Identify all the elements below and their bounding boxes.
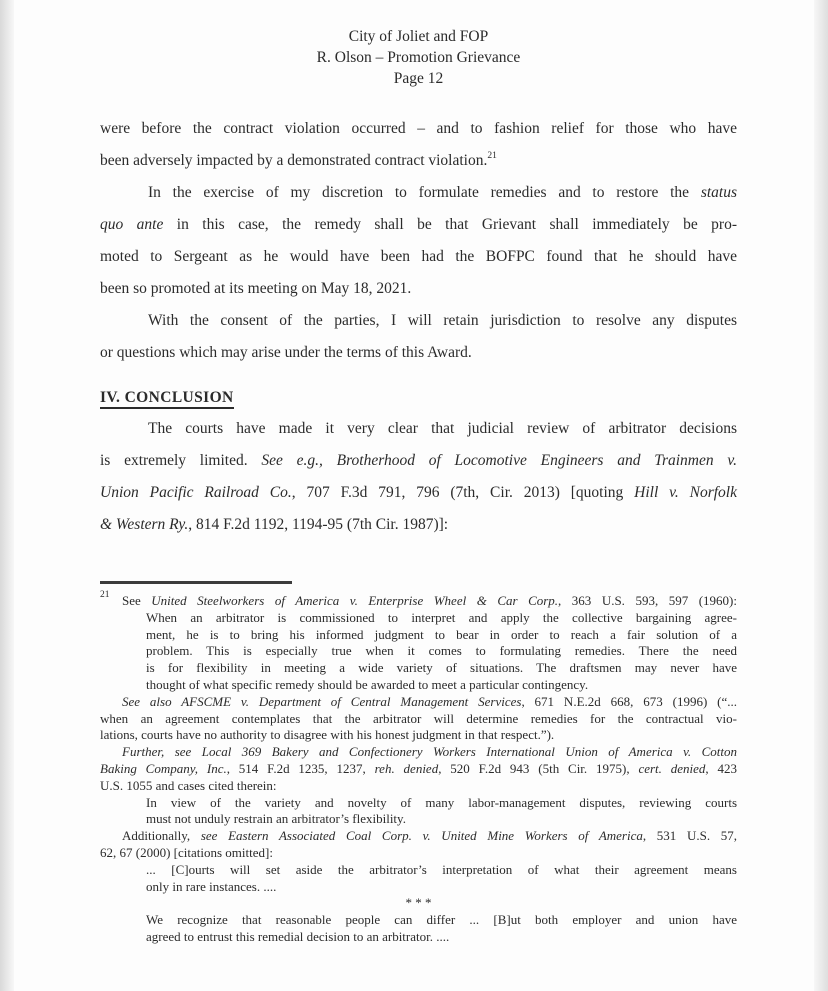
text-run: In view of the variety and novelty of many labor-management disputes, reviewing courts — [146, 794, 737, 810]
text-line — [100, 477, 737, 509]
text-run: & Western Ry. — [100, 516, 189, 533]
text-run: when an agreement contemplates that the arbitrator will determine remedies for the contractual vio- — [100, 710, 737, 726]
footnote-line — [100, 660, 737, 677]
text-run: Union Pacific Railroad Co. — [100, 484, 292, 501]
text-line — [100, 509, 737, 541]
body-text-part2 — [100, 413, 737, 541]
footnote-line — [100, 862, 737, 879]
text-run: agreed to entrust this remedial decision to an arbitrator. .... — [146, 928, 450, 944]
page-content — [100, 26, 737, 946]
footnote-line — [100, 711, 737, 728]
footnote-body — [100, 593, 737, 946]
text-run: reh. denied — [374, 760, 439, 776]
text-run: see Eastern Associated Coal Corp. v. United Mine Workers of America — [200, 828, 643, 844]
text-run: problem. This is especially true when it comes to formulating remedies. There the need — [146, 643, 737, 659]
text-run: See e.g., Brotherhood of Locomotive Engineers and Trainmen v. — [261, 452, 737, 469]
case-title: City of Joliet and FOP — [348, 28, 489, 45]
page-edge-right-shadow — [814, 0, 828, 991]
text-run: is for flexibility in meeting a wide variety of situations. The draftsmen may never have — [146, 660, 737, 676]
footnote-line — [100, 727, 737, 744]
footnote — [100, 590, 738, 946]
text-run: lations, courts have no authority to disagree with his honest judgment in that respect.”). — [100, 727, 555, 743]
text-run: ... [C]ourts will set aside the arbitrator’s interpretation of what their agreement means — [146, 861, 737, 877]
text-run: , 671 N.E.2d 668, 673 (1996) (“... — [521, 693, 737, 709]
text-line — [100, 273, 737, 305]
text-line — [100, 113, 737, 145]
text-run: or questions which may arise under the terms of this Award. — [100, 344, 472, 361]
page-header — [100, 26, 737, 89]
text-run: , 423 — [705, 760, 737, 776]
text-line — [100, 445, 737, 477]
text-line — [100, 241, 737, 273]
text-line — [100, 413, 737, 445]
text-line — [100, 305, 737, 337]
text-run: Additionally, — [122, 828, 201, 844]
footnote-line — [100, 845, 737, 862]
text-run: Further, see Local 369 Bakery and Confectionery Workers International Union of America v. Cotton — [122, 744, 737, 760]
footnote-line — [100, 879, 737, 896]
footnote-line — [100, 929, 737, 946]
page-edge-left-shadow — [0, 0, 14, 991]
text-run: Hill v. Norfolk — [634, 484, 737, 501]
text-run: 62, 67 (2000) [citations omitted]: — [100, 844, 273, 860]
text-run: been so promoted at its meeting on May 18, 2021. — [100, 280, 412, 297]
text-line — [100, 337, 737, 369]
footnote-line — [100, 795, 737, 812]
text-run: Baking Company, Inc. — [100, 760, 227, 776]
footnote-marker: 21 — [100, 590, 110, 600]
text-run: been adversely impacted by a demonstrated contract violation. — [100, 152, 488, 169]
footnote-line — [100, 677, 737, 694]
text-run: , 514 F.2d 1235, 1237, — [226, 760, 375, 776]
text-run: When an arbitrator is commissioned to interpret and apply the collective bargaining agree- — [146, 609, 737, 625]
footnote-reference: 21 — [487, 151, 497, 161]
footnote-line — [100, 778, 737, 795]
text-run: With the consent of the parties, I will retain jurisdiction to resolve any disputes — [148, 312, 737, 329]
text-run: must not unduly restrain an arbitrator’s flexibility. — [146, 811, 406, 827]
text-run: , 363 U.S. 593, 597 (1960): — [558, 593, 737, 608]
text-run: , 707 F.3d 791, 796 (7th, Cir. 2013) [quoting — [291, 484, 635, 501]
footnote-line — [100, 761, 737, 778]
case-subtitle: R. Olson – Promotion Grievance — [316, 49, 521, 66]
footnote-line — [100, 627, 737, 644]
text-run: only in rare instances. .... — [146, 878, 277, 894]
text-line — [100, 145, 737, 177]
text-run: * * * — [405, 895, 432, 911]
text-line — [100, 177, 737, 209]
section-heading — [100, 382, 737, 413]
footnote-line — [100, 694, 737, 711]
text-run: cert. denied — [638, 760, 706, 776]
footnote-line — [100, 610, 737, 627]
footnote-line — [100, 593, 737, 610]
text-run: United Steelworkers of America v. Enterprise Wheel & Car Corp. — [151, 593, 559, 608]
footnote-line — [100, 811, 737, 828]
text-run: The courts have made it very clear that judicial review of arbitrator decisions — [148, 420, 737, 437]
section-heading-text: IV. CONCLUSION — [100, 389, 234, 409]
text-run: See — [122, 593, 152, 608]
text-run: quo ante — [100, 216, 164, 233]
footnote-separator — [100, 581, 292, 584]
footnote-line — [100, 912, 737, 929]
text-run: , 520 F.2d 943 (5th Cir. 1975), — [438, 760, 639, 776]
text-run: ment, he is to bring his informed judgment to bear in order to reach a fair solution of a — [146, 626, 737, 642]
text-line — [100, 209, 737, 241]
body-text-part1 — [100, 113, 737, 369]
text-run: U.S. 1055 and cases cited therein: — [100, 777, 277, 793]
footnote-line — [100, 895, 737, 912]
footnote-line — [100, 744, 737, 761]
page-number: Page 12 — [393, 70, 444, 87]
text-run: status — [700, 184, 737, 201]
text-run: were before the contract violation occurred – and to fashion relief for those who have — [100, 120, 737, 137]
text-run: thought of what specific remedy should be awarded to meet a particular contingency. — [146, 676, 589, 692]
text-run: moted to Sergeant as he would have been had the BOFPC found that he should have — [100, 248, 737, 265]
text-run: , 814 F.2d 1192, 1194-95 (7th Cir. 1987)]: — [188, 516, 449, 533]
text-run: in this case, the remedy shall be that Grievant shall immediately be pro- — [163, 216, 737, 233]
footnote-line — [100, 828, 737, 845]
text-run: , 531 U.S. 57, — [642, 828, 738, 844]
text-run: is extremely limited. — [100, 452, 262, 469]
footnote-line — [100, 643, 737, 660]
text-run: We recognize that reasonable people can differ ... [B]ut both employer and union have — [146, 912, 737, 928]
text-run: In the exercise of my discretion to formulate remedies and to restore the — [148, 184, 701, 201]
text-run: See also AFSCME v. Department of Central Management Services — [122, 693, 522, 709]
